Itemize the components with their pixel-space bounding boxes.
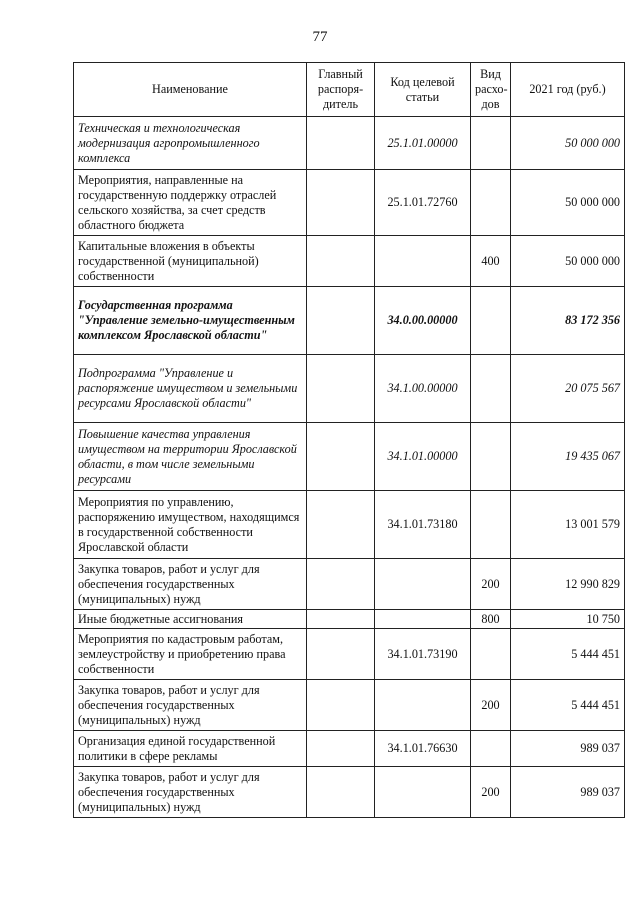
cell-amount: 50 000 000 — [511, 117, 625, 170]
cell-expense-type — [471, 117, 511, 170]
cell-manager — [307, 117, 375, 170]
cell-amount: 5 444 451 — [511, 680, 625, 731]
cell-amount: 989 037 — [511, 767, 625, 818]
table-row — [74, 287, 625, 355]
cell-expense-type: 800 — [471, 610, 511, 629]
cell-name: Подпрограмма "Управление и распоряжение имуществом и земельными ресурсами Ярославской области" — [74, 355, 307, 423]
cell-manager — [307, 287, 375, 355]
table-row — [74, 170, 625, 236]
cell-expense-type — [471, 423, 511, 491]
cell-manager — [307, 491, 375, 559]
header-code: Код целевой статьи — [375, 63, 471, 117]
cell-manager — [307, 731, 375, 767]
cell-code: 25.1.01.00000 — [375, 117, 471, 170]
cell-manager — [307, 610, 375, 629]
cell-name: Закупка товаров, работ и услуг для обеспечения государственных (муниципальных) нужд — [74, 559, 307, 610]
cell-expense-type — [471, 731, 511, 767]
cell-name: Мероприятия по управлению, распоряжению имуществом, находящимся в государственной собственности Ярославской области — [74, 491, 307, 559]
cell-name: Иные бюджетные ассигнования — [74, 610, 307, 629]
cell-manager — [307, 236, 375, 287]
table-header-row — [74, 63, 625, 117]
cell-name: Техническая и технологическая модернизация агропромышленного комплекса — [74, 117, 307, 170]
table-row — [74, 355, 625, 423]
cell-manager — [307, 423, 375, 491]
cell-expense-type — [471, 355, 511, 423]
cell-expense-type — [471, 170, 511, 236]
header-expense-type: Вид расхо-дов — [471, 63, 511, 117]
cell-manager — [307, 767, 375, 818]
header-name: Наименование — [74, 63, 307, 117]
cell-name: Капитальные вложения в объекты государственной (муниципальной) собственности — [74, 236, 307, 287]
table-body — [74, 117, 625, 818]
page-number: 77 — [312, 29, 328, 45]
cell-expense-type: 200 — [471, 559, 511, 610]
table-row — [74, 491, 625, 559]
cell-amount: 50 000 000 — [511, 236, 625, 287]
cell-amount: 10 750 — [511, 610, 625, 629]
cell-code: 34.1.00.00000 — [375, 355, 471, 423]
cell-code — [375, 236, 471, 287]
cell-amount: 83 172 356 — [511, 287, 625, 355]
cell-name: Закупка товаров, работ и услуг для обеспечения государственных (муниципальных) нужд — [74, 767, 307, 818]
cell-code — [375, 680, 471, 731]
cell-code: 34.1.01.73190 — [375, 629, 471, 680]
cell-name: Мероприятия, направленные на государственную поддержку отраслей сельского хозяйства, за счет средств областного бюджета — [74, 170, 307, 236]
cell-manager — [307, 680, 375, 731]
cell-manager — [307, 559, 375, 610]
cell-code: 34.0.00.00000 — [375, 287, 471, 355]
table-row — [74, 559, 625, 610]
cell-name: Организация единой государственной политики в сфере рекламы — [74, 731, 307, 767]
cell-amount: 12 990 829 — [511, 559, 625, 610]
cell-code: 34.1.01.73180 — [375, 491, 471, 559]
cell-expense-type — [471, 491, 511, 559]
cell-amount: 13 001 579 — [511, 491, 625, 559]
table-row — [74, 236, 625, 287]
cell-manager — [307, 629, 375, 680]
cell-code: 25.1.01.72760 — [375, 170, 471, 236]
table-row — [74, 731, 625, 767]
header-manager: Главный распоря-дитель — [307, 63, 375, 117]
table-row — [74, 767, 625, 818]
table-row — [74, 629, 625, 680]
cell-amount: 5 444 451 — [511, 629, 625, 680]
cell-manager — [307, 170, 375, 236]
cell-expense-type: 400 — [471, 236, 511, 287]
cell-amount: 20 075 567 — [511, 355, 625, 423]
cell-manager — [307, 355, 375, 423]
cell-code — [375, 610, 471, 629]
cell-code — [375, 767, 471, 818]
cell-amount: 50 000 000 — [511, 170, 625, 236]
cell-code — [375, 559, 471, 610]
budget-table — [73, 62, 625, 818]
cell-expense-type: 200 — [471, 680, 511, 731]
cell-amount: 989 037 — [511, 731, 625, 767]
cell-code: 34.1.01.76630 — [375, 731, 471, 767]
cell-expense-type — [471, 629, 511, 680]
header-amount: 2021 год (руб.) — [511, 63, 625, 117]
cell-code: 34.1.01.00000 — [375, 423, 471, 491]
cell-amount: 19 435 067 — [511, 423, 625, 491]
cell-name: Государственная программа "Управление земельно-имущественным комплексом Ярославской области" — [74, 287, 307, 355]
cell-name: Повышение качества управления имуществом на территории Ярославской области, в том числе земельными ресурсами — [74, 423, 307, 491]
table-row — [74, 610, 625, 629]
cell-name: Закупка товаров, работ и услуг для обеспечения государственных (муниципальных) нужд — [74, 680, 307, 731]
cell-expense-type — [471, 287, 511, 355]
table-row — [74, 680, 625, 731]
cell-name: Мероприятия по кадастровым работам, землеустройству и приобретению права собственности — [74, 629, 307, 680]
table-row — [74, 423, 625, 491]
cell-expense-type: 200 — [471, 767, 511, 818]
table-row — [74, 117, 625, 170]
